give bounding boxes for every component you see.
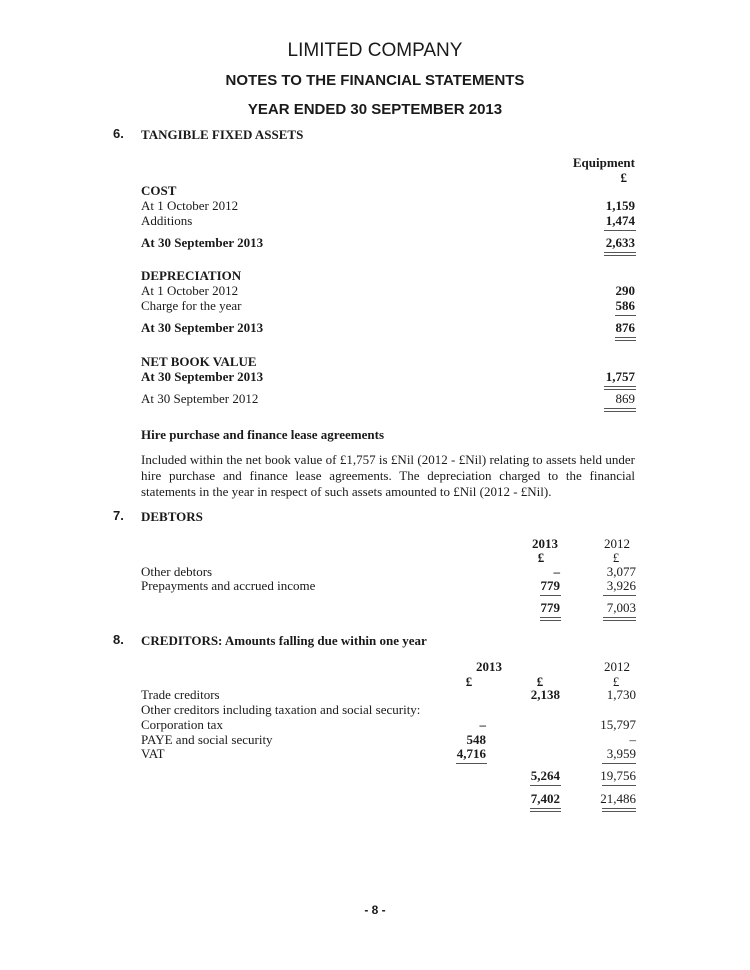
row-label: Other debtors	[141, 564, 213, 579]
row-value-2012: 3,926	[606, 578, 636, 593]
row-value-2012: 3,959	[606, 746, 636, 761]
subtotal-rule	[615, 315, 636, 316]
row-label: Additions	[141, 213, 193, 228]
total-double-rule-2012	[602, 808, 636, 812]
note-number: 8.	[113, 632, 124, 647]
total-2013: 7,402	[530, 791, 560, 806]
nbv-prior-label: At 30 September 2012	[141, 391, 259, 406]
subtotal-rule	[604, 230, 636, 231]
column-header-2012: 2012	[604, 659, 630, 674]
row-value: 1,474	[605, 213, 635, 228]
total-double-rule	[615, 337, 636, 341]
hire-purchase-text: Included within the net book value of £1,757 is £Nil (2012 - £Nil) relating to assets held under hire purchase and finance lease agreements. The depreciation charged to the financial statements in the year in respect of such assets amounted to £Nil (2012 - £Nil).	[141, 452, 635, 499]
subtotal-2012: 19,756	[600, 768, 636, 783]
total-2012: 7,003	[606, 600, 636, 615]
row-label: VAT	[141, 746, 165, 761]
cost-heading: COST	[141, 183, 177, 198]
nbv-heading: NET BOOK VALUE	[141, 354, 257, 369]
total-2013: 779	[540, 600, 560, 615]
row-value: 1,159	[605, 198, 635, 213]
row-label: Other creditors including taxation and social security:	[141, 702, 421, 717]
row-value-2012: –	[629, 732, 636, 747]
row-sub-2013: 548	[466, 732, 486, 747]
subtotal-2013: 5,264	[530, 768, 560, 783]
page-subtitle: NOTES TO THE FINANCIAL STATEMENTS	[225, 72, 525, 89]
note-title: DEBTORS	[141, 509, 203, 524]
column-header-2013: 2013	[476, 659, 502, 674]
subtotal-rule-2012	[602, 785, 636, 786]
row-value-2012: 3,077	[606, 564, 636, 579]
currency-2012: £	[612, 550, 620, 565]
nbv-prior-value: 869	[615, 391, 635, 406]
row-value-2012: 1,730	[606, 687, 636, 702]
nbv-current-value: 1,757	[605, 369, 635, 384]
subtotal-rule-2013	[530, 785, 561, 786]
total-label: At 30 September 2013	[141, 235, 264, 250]
total-value: 876	[615, 320, 635, 335]
depreciation-heading: DEPRECIATION	[141, 268, 242, 283]
currency-2012: £	[612, 674, 620, 689]
column-header-equipment: Equipment	[572, 155, 635, 170]
row-value-2013: –	[553, 564, 560, 579]
row-label: At 1 October 2012	[141, 283, 239, 298]
row-value-2013: 2,138	[530, 687, 560, 702]
note-number: 6.	[113, 126, 124, 141]
note-title: CREDITORS: Amounts falling due within one year	[141, 633, 427, 648]
nbv-current-label: At 30 September 2013	[141, 369, 264, 384]
row-value: 290	[615, 283, 635, 298]
column-header-2013: 2013	[532, 536, 558, 551]
page-number: - 8 -	[364, 903, 386, 917]
total-double-rule	[604, 252, 636, 256]
hire-purchase-heading: Hire purchase and finance lease agreements	[141, 427, 385, 442]
row-value: 586	[615, 298, 635, 313]
total-double-rule-2013	[540, 617, 561, 621]
subtotal-rule-2013	[540, 595, 561, 596]
sub-rule-2013	[456, 763, 487, 764]
row-sub-2013: 4,716	[456, 746, 486, 761]
company-name: LIMITED COMPANY	[287, 40, 463, 61]
row-label: Prepayments and accrued income	[141, 578, 316, 593]
row-label: At 1 October 2012	[141, 198, 239, 213]
total-label: At 30 September 2013	[141, 320, 264, 335]
sub-rule-2012	[602, 763, 636, 764]
row-value-2013: 779	[540, 578, 560, 593]
total-double-rule-2013	[530, 808, 561, 812]
total-double-rule-2012	[603, 617, 636, 621]
subtotal-rule-2012	[603, 595, 636, 596]
note-title: TANGIBLE FIXED ASSETS	[141, 127, 304, 142]
row-label: Charge for the year	[141, 298, 242, 313]
currency-2013-total: £	[536, 674, 544, 689]
currency-symbol: £	[620, 170, 627, 185]
note-number: 7.	[113, 508, 124, 523]
nbv-double-rule	[604, 386, 636, 390]
column-header-2012: 2012	[604, 536, 630, 551]
row-label: Trade creditors	[141, 687, 220, 702]
currency-2013-sub: £	[465, 674, 473, 689]
nbv-prior-double-rule	[604, 408, 636, 412]
currency-2013: £	[537, 550, 545, 565]
row-value-2012: 15,797	[600, 717, 636, 732]
period-title: YEAR ENDED 30 SEPTEMBER 2013	[247, 101, 503, 118]
row-label: Corporation tax	[141, 717, 223, 732]
row-sub-2013: –	[479, 717, 486, 732]
total-2012: 21,486	[600, 791, 636, 806]
row-label: PAYE and social security	[141, 732, 273, 747]
total-value: 2,633	[605, 235, 635, 250]
